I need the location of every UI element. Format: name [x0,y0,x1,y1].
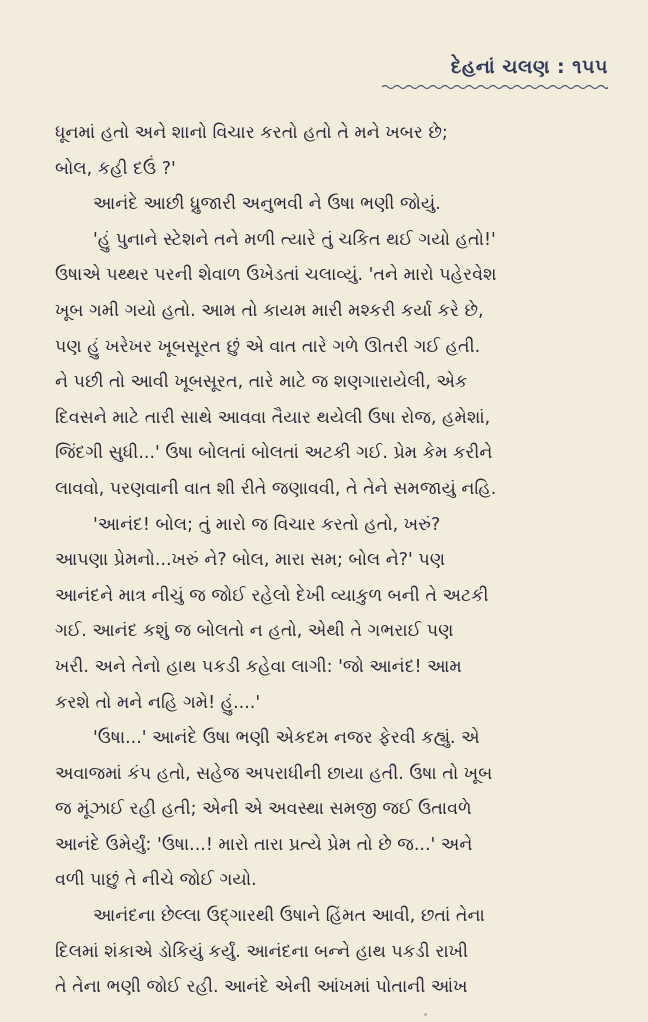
text-line: આનંદને માત્ર નીચું જ જોઈ રહેલો દેખી વ્યાકુળ બની તે અટકી [55,585,489,606]
page-body-text [55,116,595,1006]
text-line: ને પછી તો આવી ખૂબસૂરત, તારે માટે જ શણગારાયેલી, એક [55,372,468,393]
text-line: 'આનંદ! બોલ; તું મારો જ વિચાર કરતો હતો, ખરું? [93,514,441,535]
text-line: લાવવો, પરણવાની વાત શી રીતે જણાવવી, તે તેને સમજાયું નહિ. [55,478,497,499]
text-line: બોલ, કહી દઉં ?' [55,158,176,179]
text-line: આનંદે આછી ધ્રુજારી અનુભવી ને ઉષા ભણી જોયું. [93,194,441,215]
text-line: ધૂનમાં હતો અને શાનો વિચાર કરતો હતો તે મને ખબર છે; [55,123,448,143]
text-line: પણ હું ખરેખર ખૂબસૂરત છું એ વાત તારે ગળે ઊતરી ગઈ હતી. [55,336,481,357]
header-wavy-rule [382,84,608,90]
page-speck [424,1013,427,1016]
text-line: આનંદના છેલ્લા ઉદ્ગારથી ઉષાને હિંમત આવી, છતાં તેના [93,906,485,927]
text-line: વળી પાછું તે નીચે જોઈ ગયો. [55,870,257,891]
text-line: દિવસને માટે તારી સાથે આવવા તૈયાર થયેલી ઉષા રોજ, હમેશાં, [55,407,491,428]
text-line: તે તેના ભણી જોઈ રહી. આનંદે એની આંખમાં પોતાની આંખ [55,977,468,998]
text-line: અવાજમાં કંપ હતો, સહેજ અપરાધીની છાયા હતી. ઉષા તો ખૂબ [55,763,493,784]
text-line: આનંદે ઉમેર્યું: 'ઉષા...! મારો તારા પ્રત્યે પ્રેમ તો છે જ...' અને [55,834,473,855]
text-line: 'ઉષા...' આનંદે ઉષા ભણી એકદમ નજર ફેરવી કહ્યું. એ [93,728,480,749]
text-line: આપણા પ્રેમનો...ખરું ને? બોલ, મારા સમ; બોલ ને?' પણ [55,550,446,571]
text-line: કરશે તો મને નહિ ગમે! હું....' [55,692,261,713]
text-line: ખૂબ ગમી ગયો હતો. આમ તો કાયમ મારી મશ્કરી કર્યા કરે છે, [55,300,484,321]
running-header: દેહનાં ચલણ : ૧૫૫ [450,56,608,78]
text-line: ખરી. અને તેનો હાથ પકડી કહેવા લાગી: 'જો આનંદ! આમ [55,656,462,677]
text-line: ગઈ. આનંદ કશું જ બોલતો ન હતો, એથી તે ગભરાઈ પણ [55,621,454,642]
text-line: જિંદગી સુધી...' ઉષા બોલતાં બોલતાં અટકી ગઈ. પ્રેમ કેમ કરીને [55,443,493,464]
text-line: દિલમાં શંકાએ ડોકિયું કર્યું. આનંદના બન્ને હાથ પકડી રાખી [55,941,469,962]
text-line: ઉષાએ પથ્થર પરની શેવાળ ઉખેડતાં ચલાવ્યું. 'તને મારો પહેરવેશ [55,265,497,286]
text-line: 'હું પુનાને સ્ટેશને તને મળી ત્યારે તું ચકિત થઈ ગયો હતો!' [93,229,496,250]
text-line: જ મૂંઝાઈ રહી હતી; એની એ અવસ્થા સમજી જઈ ઉતાવળે [55,799,472,820]
